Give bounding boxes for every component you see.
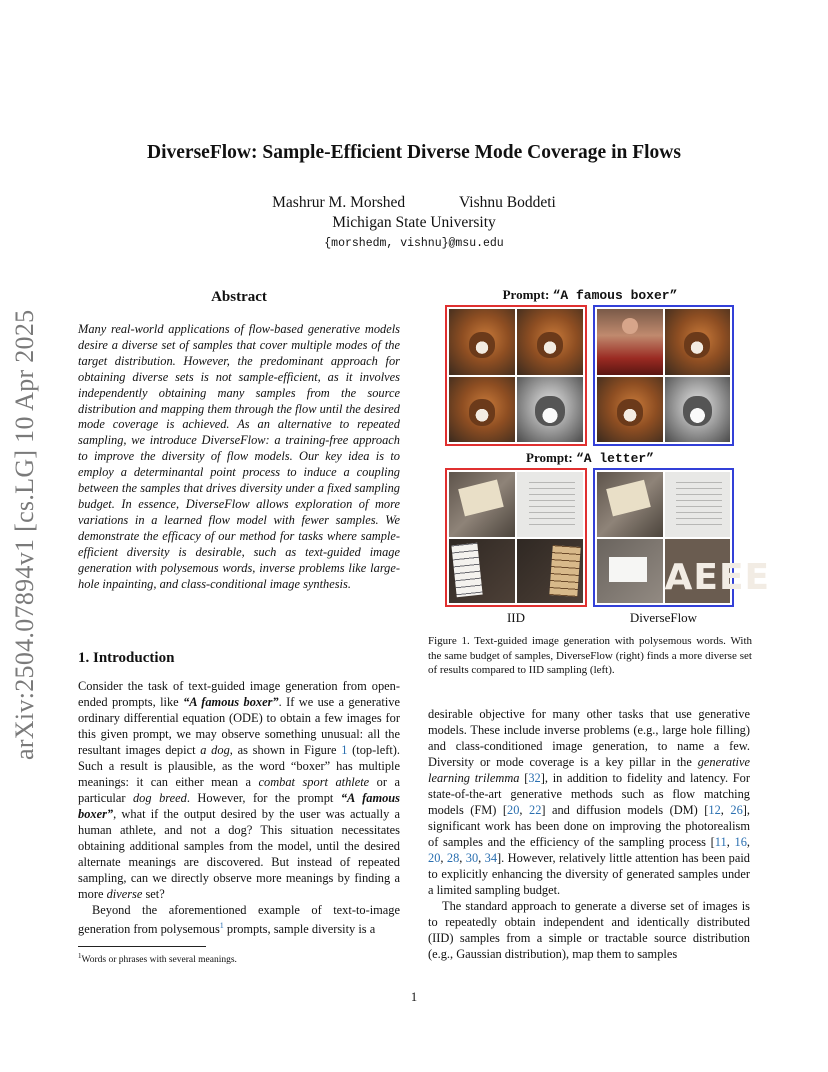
generated-image	[597, 377, 663, 443]
generated-image	[517, 377, 583, 443]
author-list	[0, 194, 828, 212]
figure-label-diverseflow: DiverseFlow	[629, 610, 698, 625]
citation-link[interactable]: 32	[528, 771, 541, 785]
generated-image	[597, 309, 663, 375]
citation-link[interactable]: 22	[529, 803, 542, 817]
author-1: Mashrur M. Morshed	[272, 194, 406, 211]
footnote-divider	[78, 946, 206, 947]
abstract-text: Many real-world applications of flow-based generative models desire a diverse set of samples that cover multiple modes of the target distribution. However, the predominant approach for obtaining diverse sets is not sample-efficient, as it involves independently obtaining many samples from the source distribution and mapping them through the flow until the desired mode coverage is achieved. As an alternative to repeated sampling, we introduce DiverseFlow: a training-free approach to improve the diversity of flow models. Our key idea is to employ a determinantal point process to induce a coupling between the samples that drives diversity under a fixed sampling budget. In essence, DiverseFlow allows exploration of more variations in a learned flow model with fewer samples. We demonstrate the efficacy of our method for tasks where sample-efficient diversity is desirable, such as text-guided image generation with polysemous words, inverse problems like large-hole inpainting, and class-conditional image synthesis.	[78, 322, 400, 591]
diverseflow-boxer-grid	[593, 305, 734, 446]
generated-image	[597, 472, 663, 537]
generated-image	[665, 377, 731, 443]
page-number: 1	[410, 990, 418, 1004]
diverseflow-letter-grid	[593, 468, 771, 607]
footnote: $^1$Words or phrases with several meanings.	[78, 952, 237, 966]
figure-caption: Figure 1. Text-guided image generation with polysemous words. With the same budget of samples, DiverseFlow (right) finds a more diverse set of results compared to IID sampling (left).	[428, 635, 752, 676]
paper-title: DiverseFlow: Sample-Efficient Diverse Mode Coverage in Flows	[147, 142, 681, 163]
citation-link[interactable]: 11	[714, 835, 727, 849]
citation-link[interactable]: 30	[465, 851, 479, 865]
section-heading-introduction: 1. Introduction	[78, 650, 175, 666]
intro-paragraph-2: Beyond the aforementioned example of text-to-image generation from polysemous$^1$ prompts, sample diversity is a	[78, 903, 400, 937]
footnote-ref-link[interactable]: 1	[219, 921, 224, 930]
citation-link[interactable]: 16	[734, 835, 747, 849]
email: {morshedm, vishnu}@msu.edu	[324, 237, 504, 250]
abstract-heading: Abstract	[211, 289, 267, 305]
citation-link[interactable]: 34	[484, 851, 498, 865]
generated-image	[597, 539, 663, 604]
generated-image	[665, 472, 731, 537]
iid-boxer-grid	[445, 305, 587, 446]
figure-ref-link[interactable]: 1	[341, 743, 348, 757]
figure-prompt-letter: Prompt: “A letter”	[526, 450, 654, 466]
citation-link[interactable]: 12	[708, 803, 721, 817]
generated-image	[517, 472, 583, 537]
figure-label-iid: IID	[506, 610, 526, 625]
right-paragraph-1: desirable objective for many other tasks that use generative models. These include inverse problems (e.g., large hole filling) and class-conditioned image generation, to name a few. Diversity or mode coverage is a key pillar in the generative learning trilemma [32], in addition to fidelity and latency. For state-of-the-art generative methods such as flow matching models (FM) [20, 22] and diffusion models (DM) [12, 26], significant work has been done on improving the photorealism of samples and the efficiency of the sampling process [11, 16, 20, 28, 30, 34]. However, relatively little attention has been paid to explicitly enhancing the diversity of generated samples under a limited sampling budget.	[428, 707, 751, 897]
generated-image	[665, 309, 731, 375]
generated-image	[449, 472, 515, 537]
intro-paragraph-1: Consider the task of text-guided image generation from open-ended prompts, like “A famous boxer”. If we use a generative ordinary differential equation (ODE) to obtain a few images for this given prompt, we may observe something unusual: all the resultant images depict a dog, as shown in Figure 1 (top-left). Such a result is plausible, as the word “boxer” has multiple meanings: it can either mean a combat sport athlete or a particular dog breed. However, for the prompt “A famous boxer”, what if the output desired by the user was actually a human athlete, and not a dog? This situation necessitates obtaining additional samples from the model, until the desired alternate meanings are discovered. But instead of repeated sampling, can we directly observe more meanings by finding a more diverse set?	[78, 679, 400, 901]
figure-prompt-boxer: Prompt: “A famous boxer”	[502, 287, 678, 303]
affiliation: Michigan State University	[332, 214, 496, 231]
generated-image	[449, 309, 515, 375]
intro-left-column	[78, 678, 400, 937]
right-paragraph-2: The standard approach to generate a diverse set of images is to repeatedly obtain independent and identically distributed (IID) samples from a simple or tractable source distribution (e.g., Gaussian distribution), map them to samples	[428, 899, 750, 961]
citation-link[interactable]: 20	[428, 851, 441, 865]
citation-link[interactable]: 28	[446, 851, 460, 865]
generated-image	[449, 377, 515, 443]
citation-link[interactable]: 20	[507, 803, 520, 817]
author-2: Vishnu Boddeti	[459, 194, 556, 211]
iid-letter-grid	[445, 468, 587, 607]
generated-image: AEEE	[665, 539, 731, 604]
generated-image	[517, 309, 583, 375]
generated-image	[517, 539, 583, 604]
arxiv-identifier: arXiv:2504.07894v1 [cs.LG] 10 Apr 2025	[10, 309, 39, 760]
generated-image	[449, 539, 515, 604]
citation-link[interactable]: 26	[730, 803, 743, 817]
right-column-text	[428, 706, 750, 962]
